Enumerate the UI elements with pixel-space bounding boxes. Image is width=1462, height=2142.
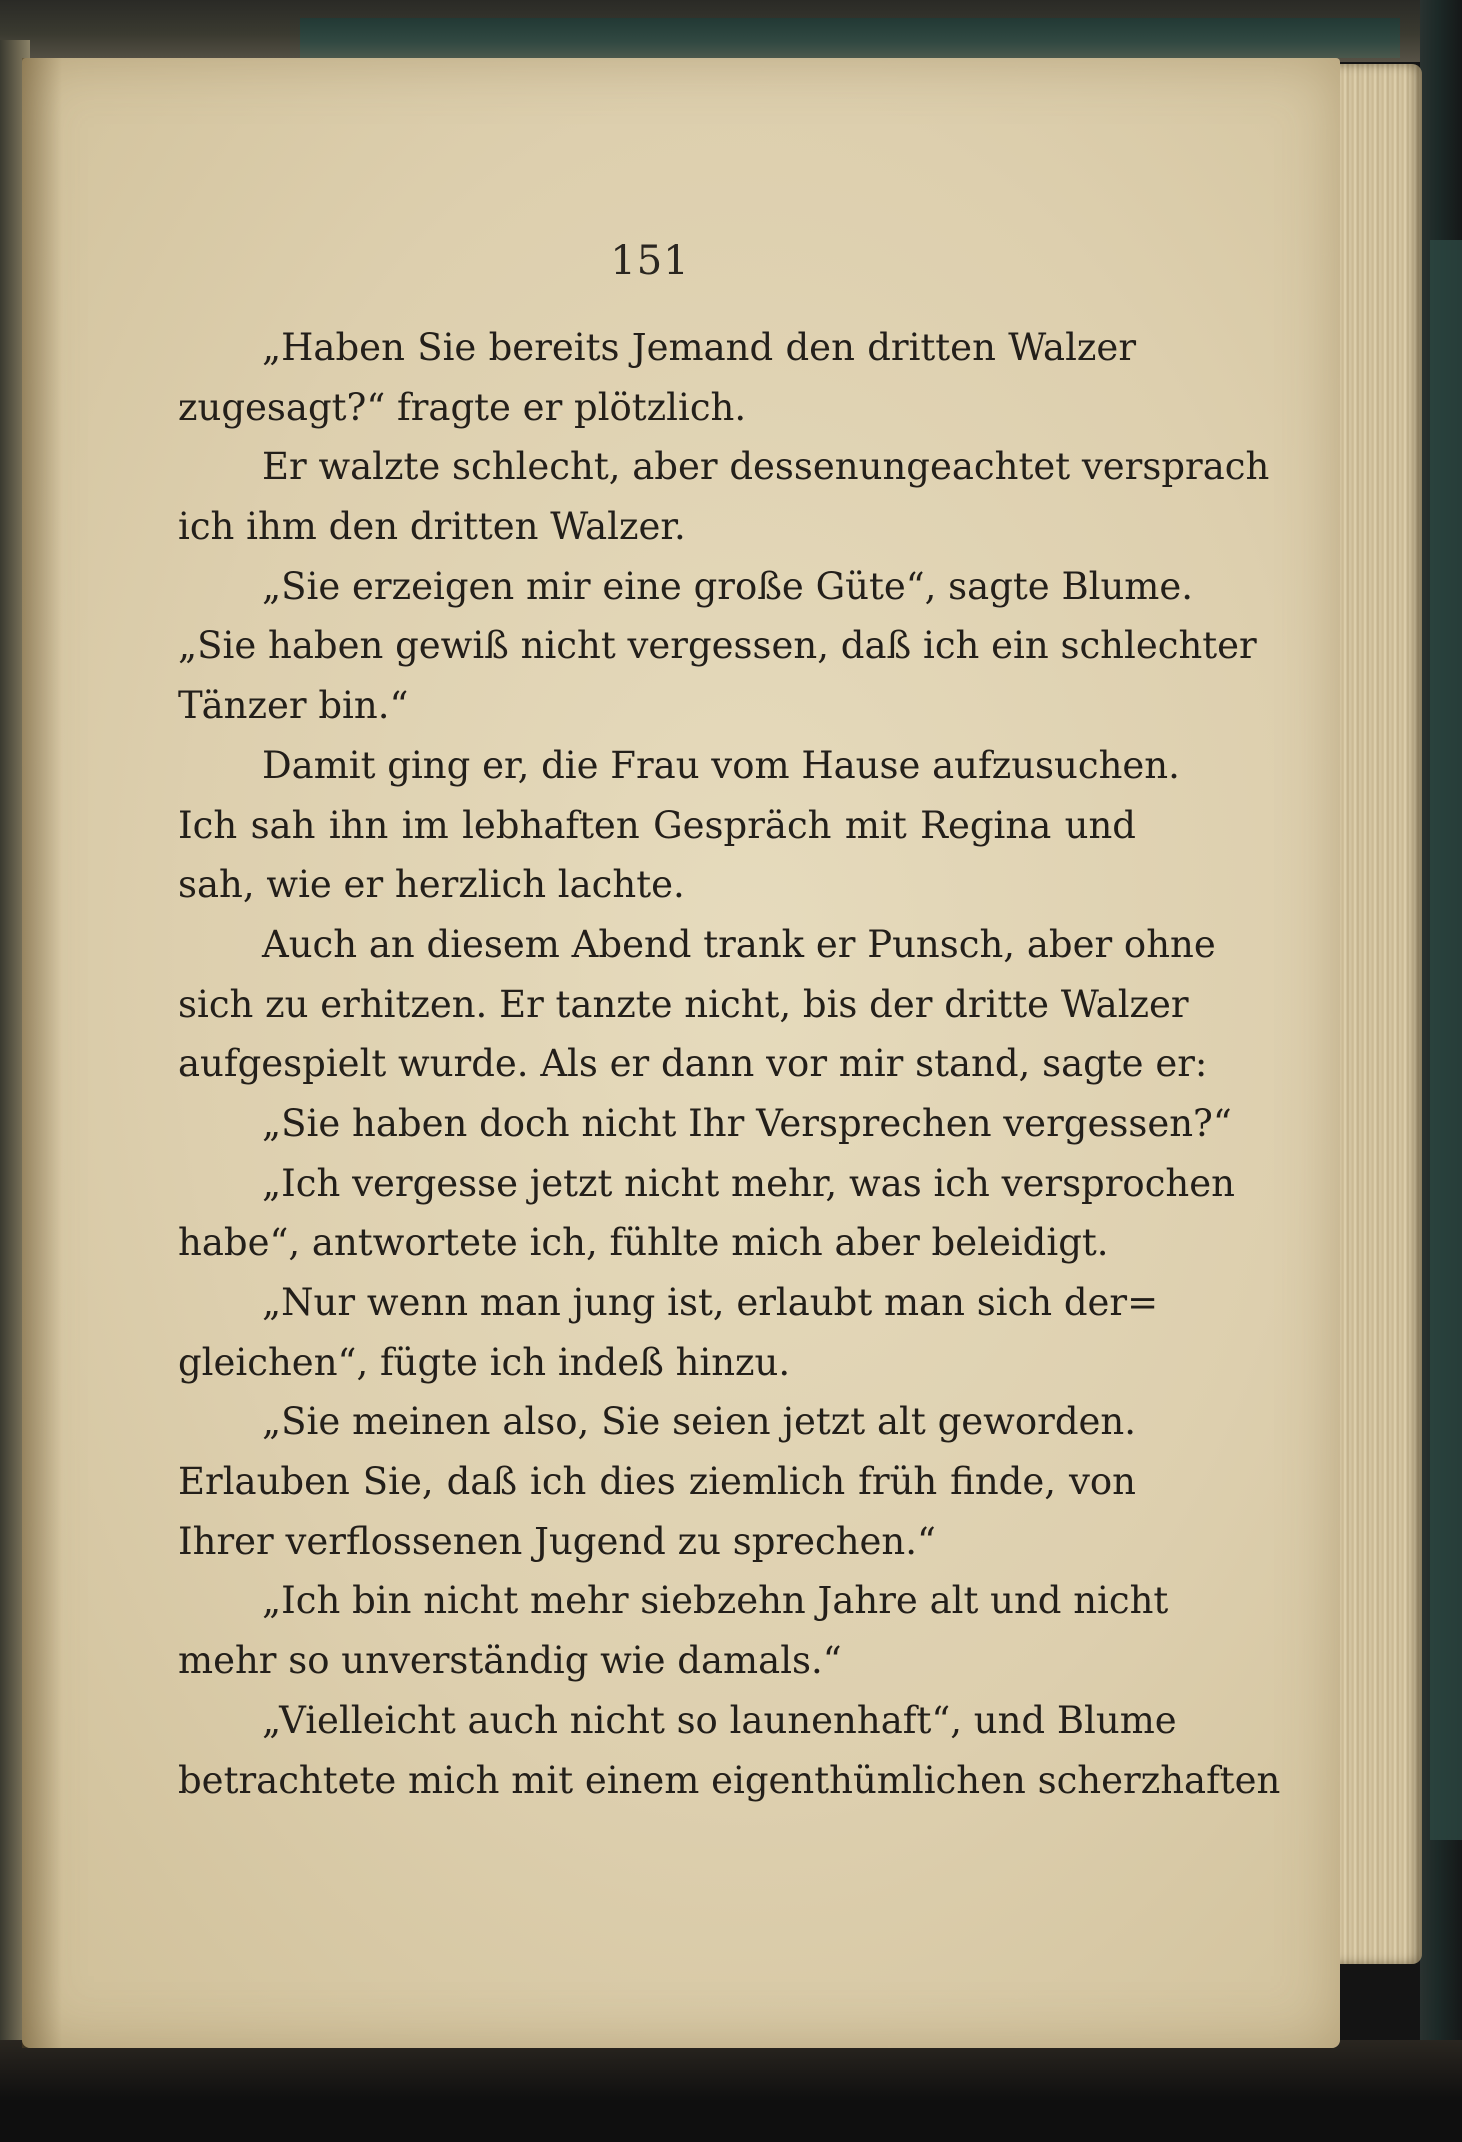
text-line: Tänzer bin.“ [178,684,409,728]
text-line: „Sie haben doch nicht Ihr Versprechen vergessen?“ [262,1101,1232,1145]
text-line: „Nur wenn man jung ist, erlaubt man sich der= [262,1281,1159,1324]
text-line: „Sie haben gewiß nicht vergessen, daß ich ein schlechter [178,624,1257,668]
text-line: zugesagt?“ fragte er plötzlich. [178,385,747,429]
text-line: „Sie erzeigen mir eine große Güte“, sagte Blume. [262,564,1194,608]
text-line: Damit ging er, die Frau vom Hause aufzusuchen. [262,743,1180,787]
text-line: „Haben Sie bereits Jemand den dritten Walzer [262,326,1136,369]
text-line: Auch an diesem Abend trank er Punsch, aber ohne [262,922,1216,966]
page-edges-stack [1330,64,1422,1964]
body-text [178,318,1281,1810]
text-line: mehr so unverständig wie damals.“ [178,1639,842,1683]
text-line: gleichen“, fügte ich indeß hinzu. [178,1340,791,1384]
text-line: ich ihm den dritten Walzer. [178,505,686,549]
text-line: sich zu erhitzen. Er tanzte nicht, bis der dritte Walzer [178,982,1189,1026]
text-line: sah, wie er herzlich lachte. [178,863,685,907]
text-line: „Sie meinen also, Sie seien jetzt alt geworden. [262,1400,1136,1444]
page-number: 151 [610,238,690,284]
text-line: aufgespielt wurde. Als er dann vor mir stand, sagte er: [178,1042,1208,1086]
text-line: Ich sah ihn im lebhaften Gespräch mit Regina und [178,803,1136,847]
text-line: Erlauben Sie, daß ich dies ziemlich früh finde, von [178,1460,1136,1504]
gutter-shadow [22,58,62,2048]
text-line: Er walzte schlecht, aber dessenungeachtet versprach [262,445,1270,489]
book-bottom-edge [0,2040,1462,2142]
text-line: betrachtete mich mit einem eigenthümlichen scherzhaften [178,1758,1281,1802]
book-cover-cloth [300,18,1400,58]
text-line: habe“, antwortete ich, fühlte mich aber beleidigt. [178,1221,1109,1265]
text-line: „Vielleicht auch nicht so launenhaft“, und Blume [262,1698,1177,1742]
text-line: „Ich vergesse jetzt nicht mehr, was ich versprochen [262,1161,1235,1205]
text-line: Ihrer verflossenen Jugend zu sprechen.“ [178,1519,936,1563]
text-line: „Ich bin nicht mehr siebzehn Jahre alt und nicht [262,1579,1169,1623]
book-cover-cloth-right [1430,240,1462,1840]
